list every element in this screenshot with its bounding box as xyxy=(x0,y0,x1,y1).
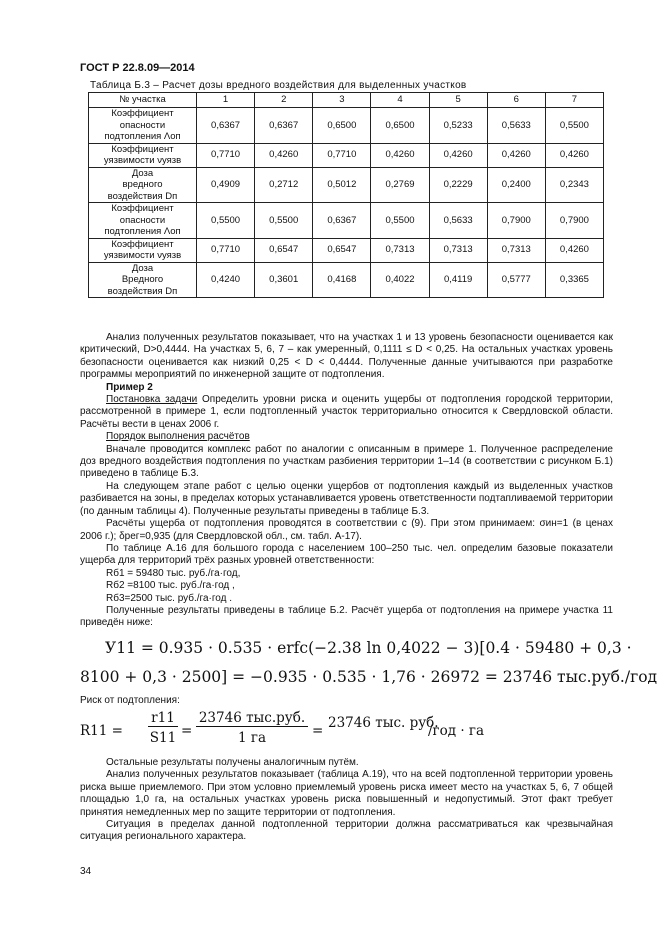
table-cell: 0,7900 xyxy=(545,203,603,239)
row-label xyxy=(89,238,197,262)
row-label-line: вредного xyxy=(122,179,163,190)
risk-eq-2: = xyxy=(312,723,324,739)
table-row xyxy=(89,108,604,144)
table-cell: 0,7313 xyxy=(487,238,545,262)
row-label-line: Доза xyxy=(131,262,154,274)
row-label-line: воздействия Dп xyxy=(107,285,178,297)
table-cell: 0,4260 xyxy=(545,143,603,167)
risk-rhs-value: 23746 тыс. руб. xyxy=(328,715,439,731)
base-rate-2: Rб2 =8100 тыс. руб./га·год , xyxy=(106,580,235,592)
row-label-line: Коэффициент xyxy=(111,203,174,214)
base-rate-3: Rб3=2500 тыс. руб./га·год . xyxy=(106,592,233,604)
formula-line-1: У11 = 0.935 · 0.535 · erfc(−2.38 ln 0,4022 − 3)[0.4 · 59480 + 0,3 · xyxy=(105,639,632,657)
table-cell: 0,6367 xyxy=(197,108,255,144)
paragraph-zones: На следующем этапе работ с целью оценки ущербов от подтопления каждый из выделенных участков разбивается на зоны, в пределах которых устанавливается уровень ответственности подтапливаемой территории (по данным таблицы 4). Полученные результаты приведены в таблице Б.3. xyxy=(80,480,613,517)
table-cell: 0,4260 xyxy=(255,143,313,167)
risk-rhs-unit: /год · га xyxy=(428,723,485,739)
table-cell: 0,7710 xyxy=(197,238,255,262)
task-text: Определить уровни риска и оценить ущербы от подтопления городской территории, рассмотренной в примере 1, если подтопленный участок территориально относится к Свердловской области. Расчёты вести в ценах 2006 г. xyxy=(80,394,613,430)
table-cell: 0,6547 xyxy=(255,238,313,262)
row-label-line: Коэффициент xyxy=(111,143,174,155)
base-rate-1: Rб1 = 59480 тыс. руб./га·год, xyxy=(106,567,241,579)
paragraph-base-indicators: По таблице А.16 для большого города с населением 100–250 тыс. чел. определим базовые показатели ущерба для территорий трёх разных уровней ответственности: xyxy=(80,542,613,567)
table-cell: 0,5233 xyxy=(429,108,487,144)
table-cell: 0,2229 xyxy=(429,167,487,203)
risk-r-num: r11 xyxy=(148,710,178,727)
column-header: 1 xyxy=(197,93,255,108)
paragraph-calc-params: Расчёты ущерба от подтопления проводятся в соответствии с (9). При этом принимаем: σин=1 (в ценах 2006 г.); δрег=0,935 (для Свердловской обл., см. табл. А-17). xyxy=(80,518,613,542)
row-label-line: воздействия Dп xyxy=(107,190,178,202)
analysis-section xyxy=(80,332,613,630)
table-cell: 0,4260 xyxy=(487,143,545,167)
table-cell: 0,4022 xyxy=(371,262,429,298)
table-title: Таблица Б.3 – Расчет дозы вредного воздействия для выделенных участков xyxy=(90,80,467,91)
paragraph-risk-analysis: Анализ полученных результатов показывает (таблица А.19), что на всей подтопленной территории уровень риска выше приемлемого. При этом условно приемлемый уровень риска имеет место на участках 5, 6, 7 общей площадью 1,0 га, на остальных участках уровень риска повышенный и недопустимый. Этот факт требует принятия немедленных мер по защите территории от подтопления. xyxy=(80,769,613,818)
table-cell: 0,2769 xyxy=(371,167,429,203)
table-row xyxy=(89,203,604,239)
column-header: 6 xyxy=(487,93,545,108)
row-label-line: Доза xyxy=(131,167,154,179)
paragraph-intro: Вначале проводится комплекс работ по аналогии с описанным в примере 1. Полученное распределение доз вредного воздействия подтопления по участкам разбиения территории 1–14 (в соответствии с рисунком Б.1) приведено в таблице Б.3. xyxy=(80,443,613,480)
risk-lhs: R11 = xyxy=(80,723,123,739)
table-cell: 0,7710 xyxy=(313,143,371,167)
paragraph-analysis: Анализ полученных результатов показывает, что на участках 1 и 13 уровень безопасности оценивается как критический, D>0,4444. На участках 5, 6, 7 – как умеренный, 0,1111 ≤ D < 0,25. На остальных участках уровень безопасности оценивается как низкий 0,25 < D < 0,4444. Полученные данные учитываются при разработке программы мероприятий по инженерной защите от подтопления. xyxy=(80,332,613,381)
table-row xyxy=(89,262,604,298)
risk-fraction-num: 23746 тыс.руб. xyxy=(196,710,308,727)
table-cell: 0,6367 xyxy=(255,108,313,144)
table-cell: 0,3365 xyxy=(545,262,603,298)
table-cell: 0,7313 xyxy=(429,238,487,262)
table-cell: 0,5012 xyxy=(313,167,371,203)
table-cell: 0,2400 xyxy=(487,167,545,203)
column-header: 3 xyxy=(313,93,371,108)
risk-eq-1: = xyxy=(181,723,193,739)
table-cell: 0,6367 xyxy=(313,203,371,239)
table-cell: 0,4260 xyxy=(429,143,487,167)
table-header-label: № участка xyxy=(89,93,197,108)
table-cell: 0,5500 xyxy=(371,203,429,239)
table-cell: 0,5633 xyxy=(487,108,545,144)
row-label-line: Коэффициент xyxy=(111,108,174,119)
row-label xyxy=(89,143,197,167)
table-cell: 0,5777 xyxy=(487,262,545,298)
standard-header: ГОСТ Р 22.8.09—2014 xyxy=(80,62,195,74)
conclusion-section xyxy=(80,757,613,844)
paragraph-situation: Ситуация в пределах данной подтопленной территории должна рассматриваться как чрезвычайная ситуация регионального характера. xyxy=(80,819,613,843)
table-cell: 0,6500 xyxy=(371,108,429,144)
table-cell: 0,5500 xyxy=(197,203,255,239)
table-cell: 0,3601 xyxy=(255,262,313,298)
row-label-line: Коэффициент xyxy=(111,238,174,250)
risk-label: Риск от подтопления: xyxy=(80,695,180,706)
table-cell: 0,6500 xyxy=(313,108,371,144)
row-label-line: подтопления Λоп xyxy=(104,226,181,237)
dose-table xyxy=(88,92,604,298)
row-label-line: уязвимости νуязв xyxy=(103,155,182,166)
row-label-line: подтопления Λоп xyxy=(104,131,181,142)
table-cell: 0,4260 xyxy=(371,143,429,167)
column-header: 7 xyxy=(545,93,603,108)
row-label xyxy=(89,167,197,203)
task-label: Постановка задачи xyxy=(106,394,198,406)
table-cell: 0,5500 xyxy=(545,108,603,144)
paragraph-task xyxy=(80,394,613,431)
row-label xyxy=(89,203,197,239)
table-header-row xyxy=(89,93,604,108)
paragraph-results: Полученные результаты приведены в таблице Б.2. Расчёт ущерба от подтопления на примере участка 11 приведён ниже: xyxy=(80,604,613,629)
row-label-line: опасности xyxy=(119,119,166,131)
table-cell: 0,4119 xyxy=(429,262,487,298)
table-cell: 0,2343 xyxy=(545,167,603,203)
table-cell: 0,5500 xyxy=(255,203,313,239)
table-cell: 0,4260 xyxy=(545,238,603,262)
risk-fraction-den: 1 га xyxy=(237,730,266,746)
table-row xyxy=(89,238,604,262)
row-label-line: Вредного xyxy=(121,274,164,285)
table-cell: 0,2712 xyxy=(255,167,313,203)
table-cell: 0,7710 xyxy=(197,143,255,167)
table-cell: 0,4168 xyxy=(313,262,371,298)
example-title: Пример 2 xyxy=(106,381,153,393)
table-cell: 0,5633 xyxy=(429,203,487,239)
row-label xyxy=(89,108,197,144)
formula-line-2: 8100 + 0,3 · 2500] = −0.935 · 0.535 · 1,76 · 26972 = 23746 тыс.руб./год xyxy=(80,668,658,686)
table-cell: 0,4909 xyxy=(197,167,255,203)
page-number: 34 xyxy=(80,866,92,877)
order-label: Порядок выполнения расчётов xyxy=(106,431,250,443)
table-cell: 0,7313 xyxy=(371,238,429,262)
table-cell: 0,6547 xyxy=(313,238,371,262)
column-header: 5 xyxy=(429,93,487,108)
column-header: 4 xyxy=(371,93,429,108)
risk-r-den: S11 xyxy=(149,730,177,746)
table-cell: 0,4240 xyxy=(197,262,255,298)
column-header: 2 xyxy=(255,93,313,108)
table-cell: 0,7900 xyxy=(487,203,545,239)
row-label xyxy=(89,262,197,298)
table-row xyxy=(89,167,604,203)
row-label-line: уязвимости νуязв xyxy=(103,250,182,261)
table-row xyxy=(89,143,604,167)
paragraph-other-results: Остальные результаты получены аналогичным путём. xyxy=(106,757,359,768)
row-label-line: опасности xyxy=(119,214,166,226)
